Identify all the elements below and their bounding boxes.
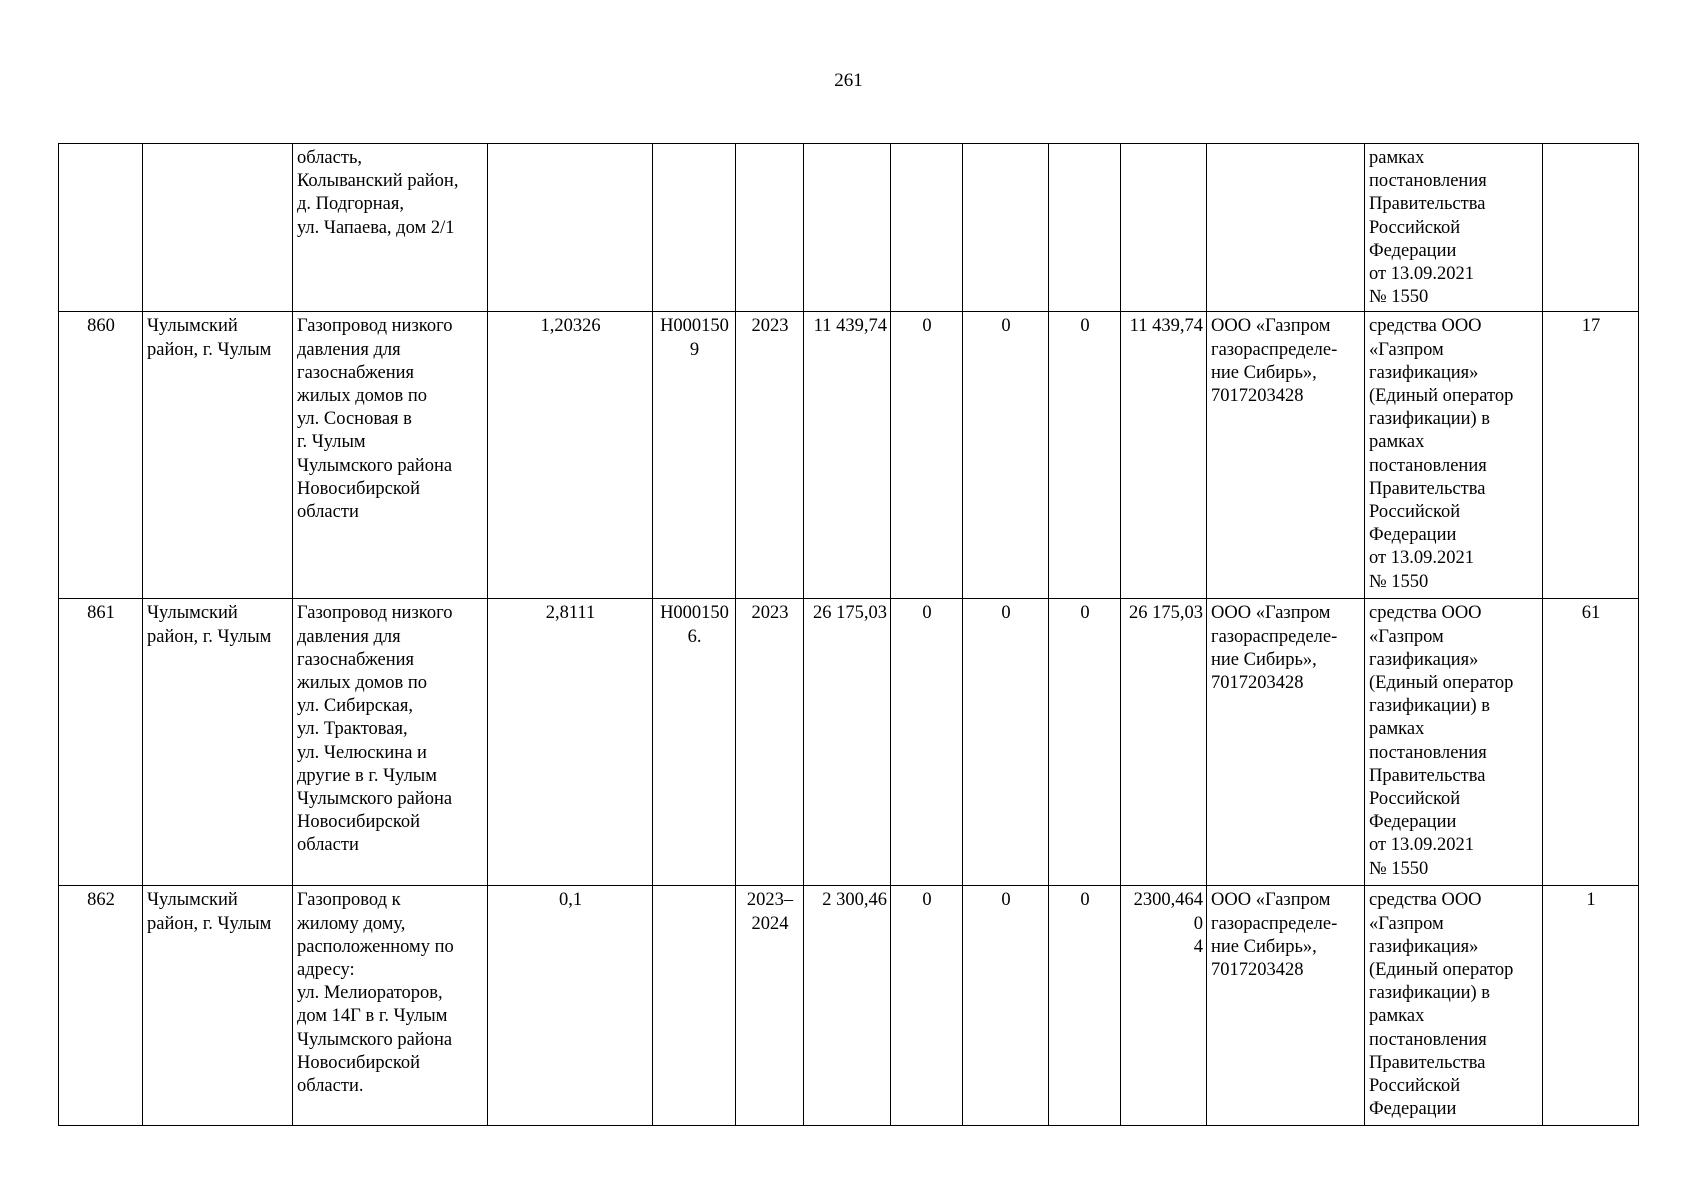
funding-value-cell: [1121, 144, 1207, 312]
count-cell: [1543, 144, 1639, 312]
operator-cell: ООО «Газпром газораспределе- ние Сибирь», 7017203428: [1207, 312, 1365, 599]
total-cost-cell: 26 175,03: [804, 599, 891, 886]
object-name-cell: область, Колыванский район, д. Подгорная, ул. Чапаева, дом 2/1: [293, 144, 488, 312]
funding-source-cell: средства ООО «Газпром газификация» (Единый оператор газификации) в рамках постановления Правительства Российской Федерации от 13.09.2021 № 1550: [1365, 599, 1543, 886]
funding-value-cell: 0: [963, 599, 1049, 886]
district-cell: Чулымский район, г. Чулым: [143, 886, 293, 1126]
row-number-cell: 860: [59, 312, 143, 599]
length-cell: 1,20326: [488, 312, 653, 599]
operator-cell: ООО «Газпром газораспределе- ние Сибирь», 7017203428: [1207, 599, 1365, 886]
object-name-cell: Газопровод к жилому дому, расположенному по адресу: ул. Мелиораторов, дом 14Г в г. Чулым Чулымского района Новосибирской области.: [293, 886, 488, 1126]
table-row: [59, 599, 1639, 886]
length-cell: 0,1: [488, 886, 653, 1126]
district-cell: [143, 144, 293, 312]
funding-value-cell: 0: [1049, 312, 1121, 599]
funding-value-cell: [891, 144, 963, 312]
object-name-cell: Газопровод низкого давления для газоснабжения жилых домов по ул. Сибирская, ул. Трактовая, ул. Челюскина и другие в г. Чулым Чулымского района Новосибирской области: [293, 599, 488, 886]
object-code-cell: Н000150 9: [653, 312, 736, 599]
row-number-cell: [59, 144, 143, 312]
operator-cell: ООО «Газпром газораспределе- ние Сибирь», 7017203428: [1207, 886, 1365, 1126]
row-number-cell: 862: [59, 886, 143, 1126]
object-code-cell: Н000150 6.: [653, 599, 736, 886]
length-cell: 2,8111: [488, 599, 653, 886]
funding-value-cell: [1049, 144, 1121, 312]
year-cell: 2023: [736, 312, 804, 599]
page-number: 261: [834, 70, 863, 91]
row-number-cell: 861: [59, 599, 143, 886]
year-cell: 2023: [736, 599, 804, 886]
count-cell: 61: [1543, 599, 1639, 886]
year-cell: [736, 144, 804, 312]
district-cell: Чулымский район, г. Чулым: [143, 599, 293, 886]
funding-source-cell: средства ООО «Газпром газификация» (Единый оператор газификации) в рамках постановления Правительства Российской Федерации: [1365, 886, 1543, 1126]
table-row: [59, 144, 1639, 312]
funding-value-cell: 0: [963, 886, 1049, 1126]
funding-value-cell: [963, 144, 1049, 312]
operator-cell: [1207, 144, 1365, 312]
district-cell: Чулымский район, г. Чулым: [143, 312, 293, 599]
funding-value-cell: 0: [891, 886, 963, 1126]
funding-value-cell: 26 175,03: [1121, 599, 1207, 886]
table-row: [59, 886, 1639, 1126]
gas-pipeline-registry-table: [58, 143, 1639, 1126]
total-cost-cell: 11 439,74: [804, 312, 891, 599]
funding-value-cell: 0: [963, 312, 1049, 599]
object-name-cell: Газопровод низкого давления для газоснабжения жилых домов по ул. Сосновая в г. Чулым Чулымского района Новосибирской области: [293, 312, 488, 599]
count-cell: 1: [1543, 886, 1639, 1126]
length-cell: [488, 144, 653, 312]
funding-value-cell: 0: [891, 312, 963, 599]
total-cost-cell: 2 300,46: [804, 886, 891, 1126]
table-row: [59, 312, 1639, 599]
funding-value-cell: 0: [1049, 599, 1121, 886]
funding-value-cell: 2300,4640 4: [1121, 886, 1207, 1126]
funding-value-cell: 0: [891, 599, 963, 886]
object-code-cell: [653, 144, 736, 312]
object-code-cell: [653, 886, 736, 1126]
funding-source-cell: рамках постановления Правительства Российской Федерации от 13.09.2021 № 1550: [1365, 144, 1543, 312]
year-cell: 2023– 2024: [736, 886, 804, 1126]
funding-value-cell: 0: [1049, 886, 1121, 1126]
total-cost-cell: [804, 144, 891, 312]
funding-source-cell: средства ООО «Газпром газификация» (Единый оператор газификации) в рамках постановления Правительства Российской Федерации от 13.09.2021 № 1550: [1365, 312, 1543, 599]
funding-value-cell: 11 439,74: [1121, 312, 1207, 599]
count-cell: 17: [1543, 312, 1639, 599]
